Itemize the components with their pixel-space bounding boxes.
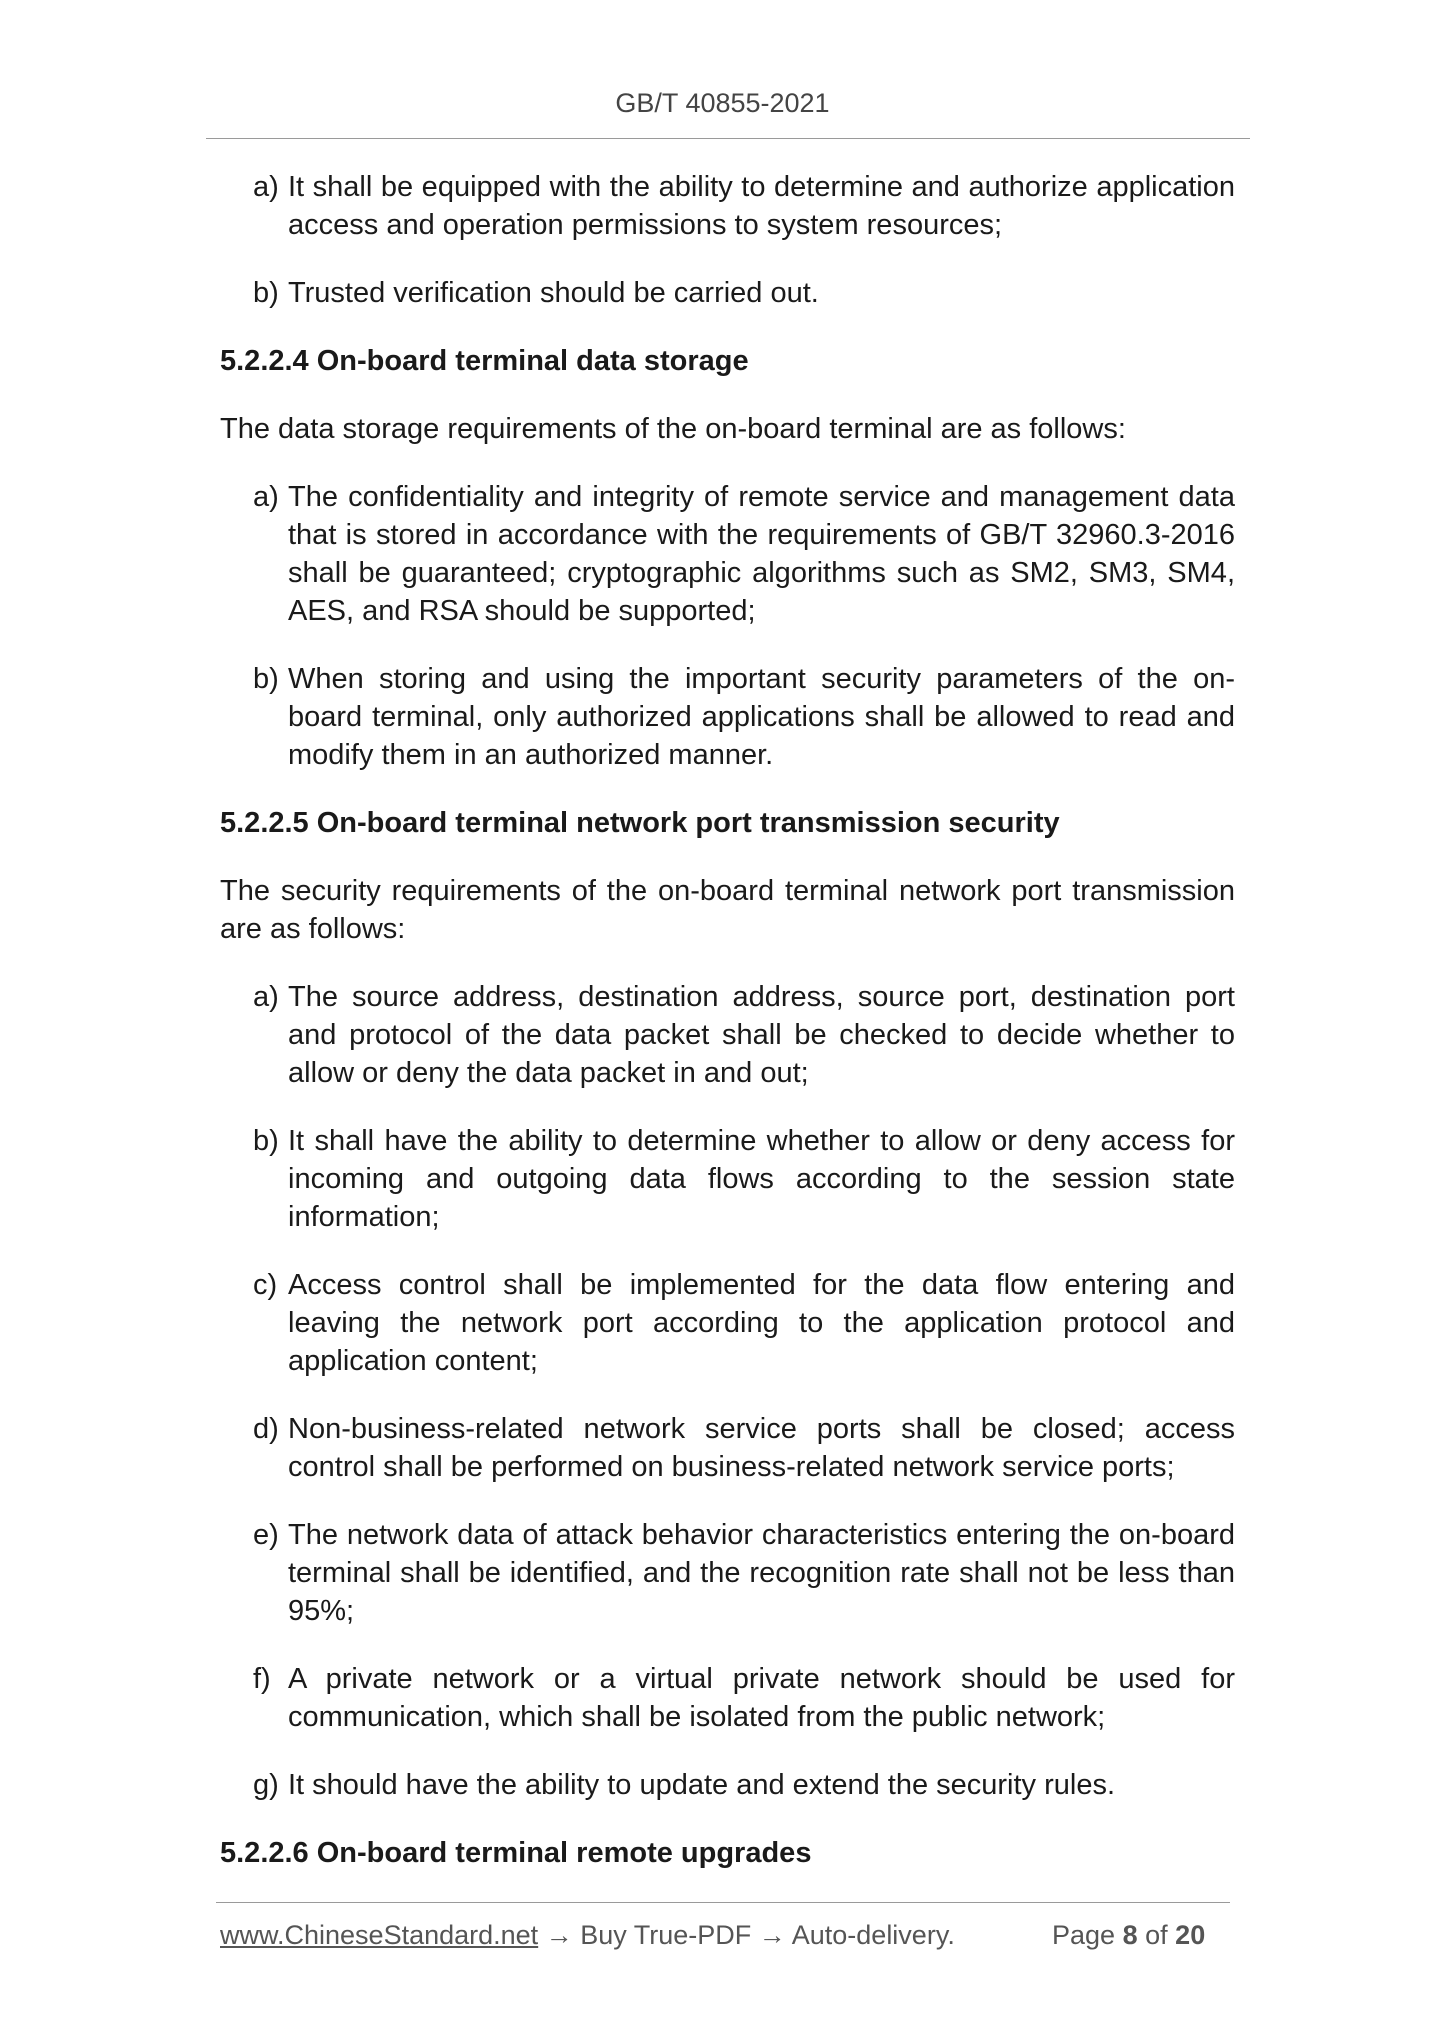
list-text: A private network or a virtual private network should be used for communication, which shall be isolated from the public network; (288, 1663, 1235, 1733)
section-heading-5-2-2-5: 5.2.2.5 On-board terminal network port transmission security (220, 807, 1060, 839)
page-total: 20 (1175, 1920, 1206, 1950)
list-text: Non-business-related network service ports shall be closed; access control shall be performed on business-related network service ports; (288, 1413, 1235, 1483)
list-text: It should have the ability to update and extend the security rules. (288, 1769, 1116, 1801)
page-current: 8 (1122, 1920, 1138, 1950)
page-header-title: GB/T 40855-2021 (615, 88, 830, 118)
list-marker: e) (253, 1519, 279, 1551)
list-marker: f) (253, 1663, 271, 1695)
section-heading-5-2-2-4: 5.2.2.4 On-board terminal data storage (220, 345, 749, 377)
list-item (253, 1266, 1235, 1380)
list-item (253, 1516, 1235, 1630)
document-body (220, 168, 1235, 1872)
list-text: The confidentiality and integrity of remote service and management data that is stored in accordance with the requirements of GB/T 32960.3-2016 shall be guaranteed; cryptographic algorithms such as SM2, SM3, SM4, AES, and RSA should be supported; (288, 481, 1235, 627)
list-item (253, 660, 1235, 774)
list-item (253, 274, 1235, 312)
footer-divider (216, 1902, 1230, 1903)
list-marker: b) (253, 277, 279, 309)
page-of: of (1145, 1920, 1168, 1950)
list-item (253, 168, 1235, 244)
list-marker: b) (253, 663, 279, 695)
page-label: Page (1052, 1920, 1116, 1950)
list-item (253, 1122, 1235, 1236)
list-marker: g) (253, 1769, 279, 1801)
footer-tagline: → Buy True-PDF → Auto-delivery. (538, 1920, 955, 1950)
list-marker: a) (253, 171, 279, 203)
list-item (253, 978, 1235, 1092)
list-text: Trusted verification should be carried out. (288, 277, 819, 309)
list-text: Access control shall be implemented for the data flow entering and leaving the network port according to the application protocol and application content; (288, 1269, 1235, 1377)
list-text: When storing and using the important security parameters of the on-board terminal, only authorized applications shall be allowed to read and modify them in an authorized manner. (288, 663, 1235, 771)
list-text: It shall have the ability to determine whether to allow or deny access for incoming and outgoing data flows according to the session state information; (288, 1125, 1235, 1233)
header-divider (206, 138, 1250, 139)
list-item (253, 1660, 1235, 1736)
section-intro: The security requirements of the on-board terminal network port transmission are as follows: (220, 875, 1235, 945)
list-marker: a) (253, 481, 279, 513)
list-text: The source address, destination address, source port, destination port and protocol of the data packet shall be checked to decide whether to allow or deny the data packet in and out; (288, 981, 1235, 1089)
footer-website-link[interactable]: www.ChineseStandard.net (220, 1920, 539, 1950)
list-marker: a) (253, 981, 279, 1013)
list-item (253, 478, 1235, 630)
list-marker: b) (253, 1125, 279, 1157)
list-marker: d) (253, 1413, 279, 1445)
section-heading-5-2-2-6: 5.2.2.6 On-board terminal remote upgrades (220, 1837, 812, 1869)
list-marker: c) (253, 1269, 278, 1301)
list-text: The network data of attack behavior characteristics entering the on-board terminal shall be identified, and the recognition rate shall not be less than 95%; (288, 1519, 1235, 1627)
page-number (1052, 1920, 1205, 1951)
list-text: It shall be equipped with the ability to determine and authorize application access and operation permissions to system resources; (288, 171, 1235, 241)
footer-promo (220, 1920, 955, 1951)
section-intro: The data storage requirements of the on-board terminal are as follows: (220, 413, 1126, 445)
list-item (253, 1766, 1235, 1804)
list-item (253, 1410, 1235, 1486)
